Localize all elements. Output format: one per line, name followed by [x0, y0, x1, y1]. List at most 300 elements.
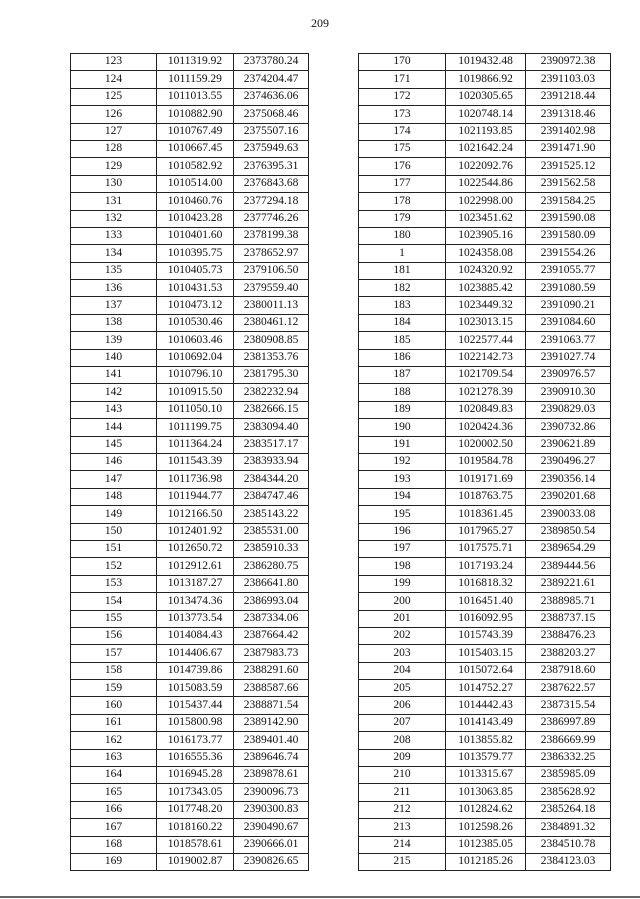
x-coordinate-cell: 1016945.28: [157, 767, 234, 784]
x-coordinate-cell: 1015800.98: [157, 714, 234, 731]
x-coordinate-cell: 1014084.43: [157, 627, 234, 644]
table-row: [71, 123, 309, 140]
y-coordinate-cell: 2385143.22: [234, 506, 309, 523]
y-coordinate-cell: 2391080.59: [526, 280, 611, 297]
y-coordinate-cell: 2391525.12: [526, 158, 611, 175]
x-coordinate-cell: 1020748.14: [446, 106, 526, 123]
table-row: [359, 123, 611, 140]
point-number-cell: 191: [359, 436, 446, 453]
coordinates-table-right: [358, 53, 611, 871]
y-coordinate-cell: 2375507.16: [234, 123, 309, 140]
point-number-cell: 181: [359, 262, 446, 279]
point-number-cell: 207: [359, 714, 446, 731]
point-number-cell: 190: [359, 419, 446, 436]
x-coordinate-cell: 1010405.73: [157, 262, 234, 279]
y-coordinate-cell: 2383517.17: [234, 436, 309, 453]
y-coordinate-cell: 2375068.46: [234, 106, 309, 123]
y-coordinate-cell: 2380011.13: [234, 297, 309, 314]
x-coordinate-cell: 1012166.50: [157, 506, 234, 523]
x-coordinate-cell: 1014406.67: [157, 645, 234, 662]
point-number-cell: 149: [71, 506, 157, 523]
table-row: [359, 140, 611, 157]
y-coordinate-cell: 2391218.44: [526, 88, 611, 105]
x-coordinate-cell: 1016555.36: [157, 749, 234, 766]
x-coordinate-cell: 1010460.76: [157, 193, 234, 210]
point-number-cell: 185: [359, 332, 446, 349]
point-number-cell: 140: [71, 349, 157, 366]
table-row: [71, 158, 309, 175]
y-coordinate-cell: 2386280.75: [234, 558, 309, 575]
y-coordinate-cell: 2382232.94: [234, 384, 309, 401]
x-coordinate-cell: 1024358.08: [446, 245, 526, 262]
point-number-cell: 160: [71, 697, 157, 714]
x-coordinate-cell: 1014739.86: [157, 662, 234, 679]
point-number-cell: 152: [71, 558, 157, 575]
y-coordinate-cell: 2391090.21: [526, 297, 611, 314]
y-coordinate-cell: 2385264.18: [526, 801, 611, 818]
table-row: [359, 714, 611, 731]
point-number-cell: 139: [71, 332, 157, 349]
point-number-cell: 158: [71, 662, 157, 679]
table-body: [71, 54, 309, 871]
table-row: [71, 175, 309, 192]
y-coordinate-cell: 2375949.63: [234, 140, 309, 157]
x-coordinate-cell: 1011944.77: [157, 488, 234, 505]
x-coordinate-cell: 1012185.26: [446, 853, 526, 870]
point-number-cell: 145: [71, 436, 157, 453]
table-row: [359, 697, 611, 714]
point-number-cell: 131: [71, 193, 157, 210]
table-row: [359, 662, 611, 679]
table-row: [71, 853, 309, 870]
x-coordinate-cell: 1017748.20: [157, 801, 234, 818]
x-coordinate-cell: 1015743.39: [446, 627, 526, 644]
table-row: [359, 71, 611, 88]
point-number-cell: 123: [71, 54, 157, 71]
table-row: [359, 175, 611, 192]
y-coordinate-cell: 2381795.30: [234, 367, 309, 384]
y-coordinate-cell: 2386641.80: [234, 575, 309, 592]
point-number-cell: 127: [71, 123, 157, 140]
point-number-cell: 189: [359, 401, 446, 418]
table-row: [359, 627, 611, 644]
point-number-cell: 130: [71, 175, 157, 192]
y-coordinate-cell: 2388291.60: [234, 662, 309, 679]
point-number-cell: 154: [71, 593, 157, 610]
x-coordinate-cell: 1013855.82: [446, 732, 526, 749]
table-row: [71, 767, 309, 784]
table-row: [359, 749, 611, 766]
y-coordinate-cell: 2389646.74: [234, 749, 309, 766]
y-coordinate-cell: 2387918.60: [526, 662, 611, 679]
table-row: [359, 540, 611, 557]
point-number-cell: 186: [359, 349, 446, 366]
table-row: [359, 106, 611, 123]
table-row: [71, 610, 309, 627]
table-row: [359, 471, 611, 488]
point-number-cell: 138: [71, 314, 157, 331]
point-number-cell: 187: [359, 367, 446, 384]
table-row: [359, 558, 611, 575]
point-number-cell: 151: [71, 540, 157, 557]
y-coordinate-cell: 2389850.54: [526, 523, 611, 540]
y-coordinate-cell: 2374204.47: [234, 71, 309, 88]
x-coordinate-cell: 1020305.65: [446, 88, 526, 105]
table-row: [71, 419, 309, 436]
y-coordinate-cell: 2385531.00: [234, 523, 309, 540]
point-number-cell: 209: [359, 749, 446, 766]
point-number-cell: 136: [71, 280, 157, 297]
table-row: [359, 419, 611, 436]
y-coordinate-cell: 2387664.42: [234, 627, 309, 644]
y-coordinate-cell: 2389401.40: [234, 732, 309, 749]
point-number-cell: 215: [359, 853, 446, 870]
table-row: [359, 210, 611, 227]
y-coordinate-cell: 2390033.08: [526, 506, 611, 523]
y-coordinate-cell: 2390829.03: [526, 401, 611, 418]
y-coordinate-cell: 2389444.56: [526, 558, 611, 575]
y-coordinate-cell: 2388203.27: [526, 645, 611, 662]
point-number-cell: 198: [359, 558, 446, 575]
table-row: [71, 280, 309, 297]
x-coordinate-cell: 1010395.75: [157, 245, 234, 262]
table-row: [359, 801, 611, 818]
point-number-cell: 172: [359, 88, 446, 105]
table-row: [71, 297, 309, 314]
table-row: [71, 558, 309, 575]
y-coordinate-cell: 2380461.12: [234, 314, 309, 331]
point-number-cell: 147: [71, 471, 157, 488]
x-coordinate-cell: 1014442.43: [446, 697, 526, 714]
table-row: [71, 367, 309, 384]
x-coordinate-cell: 1020002.50: [446, 436, 526, 453]
point-number-cell: 205: [359, 680, 446, 697]
table-row: [71, 332, 309, 349]
x-coordinate-cell: 1010514.00: [157, 175, 234, 192]
y-coordinate-cell: 2382666.15: [234, 401, 309, 418]
table-row: [71, 506, 309, 523]
point-number-cell: 195: [359, 506, 446, 523]
point-number-cell: 150: [71, 523, 157, 540]
point-number-cell: 179: [359, 210, 446, 227]
x-coordinate-cell: 1019432.48: [446, 54, 526, 71]
x-coordinate-cell: 1010915.50: [157, 384, 234, 401]
x-coordinate-cell: 1011543.39: [157, 453, 234, 470]
x-coordinate-cell: 1023013.15: [446, 314, 526, 331]
table-row: [71, 436, 309, 453]
table-row: [71, 801, 309, 818]
point-number-cell: 1: [359, 245, 446, 262]
x-coordinate-cell: 1012385.05: [446, 836, 526, 853]
y-coordinate-cell: 2384344.20: [234, 471, 309, 488]
y-coordinate-cell: 2391590.08: [526, 210, 611, 227]
x-coordinate-cell: 1013579.77: [446, 749, 526, 766]
point-number-cell: 141: [71, 367, 157, 384]
x-coordinate-cell: 1022544.86: [446, 175, 526, 192]
table-row: [71, 680, 309, 697]
point-number-cell: 159: [71, 680, 157, 697]
table-row: [71, 314, 309, 331]
table-row: [359, 575, 611, 592]
point-number-cell: 163: [71, 749, 157, 766]
table-row: [71, 627, 309, 644]
point-number-cell: 134: [71, 245, 157, 262]
x-coordinate-cell: 1024320.92: [446, 262, 526, 279]
point-number-cell: 169: [71, 853, 157, 870]
table-row: [71, 245, 309, 262]
table-row: [71, 819, 309, 836]
x-coordinate-cell: 1023449.32: [446, 297, 526, 314]
table-row: [71, 836, 309, 853]
y-coordinate-cell: 2388476.23: [526, 627, 611, 644]
x-coordinate-cell: 1010603.46: [157, 332, 234, 349]
table-row: [71, 227, 309, 244]
y-coordinate-cell: 2390096.73: [234, 784, 309, 801]
point-number-cell: 135: [71, 262, 157, 279]
x-coordinate-cell: 1013474.36: [157, 593, 234, 610]
y-coordinate-cell: 2384747.46: [234, 488, 309, 505]
point-number-cell: 174: [359, 123, 446, 140]
table-row: [359, 523, 611, 540]
table-row: [359, 836, 611, 853]
point-number-cell: 201: [359, 610, 446, 627]
x-coordinate-cell: 1012401.92: [157, 523, 234, 540]
table-row: [359, 314, 611, 331]
x-coordinate-cell: 1010692.04: [157, 349, 234, 366]
table-row: [359, 610, 611, 627]
x-coordinate-cell: 1012598.26: [446, 819, 526, 836]
table-row: [71, 453, 309, 470]
point-number-cell: 142: [71, 384, 157, 401]
point-number-cell: 203: [359, 645, 446, 662]
x-coordinate-cell: 1018160.22: [157, 819, 234, 836]
x-coordinate-cell: 1011319.92: [157, 54, 234, 71]
table-row: [71, 575, 309, 592]
x-coordinate-cell: 1021709.54: [446, 367, 526, 384]
y-coordinate-cell: 2376395.31: [234, 158, 309, 175]
point-number-cell: 162: [71, 732, 157, 749]
x-coordinate-cell: 1012824.62: [446, 801, 526, 818]
x-coordinate-cell: 1023905.16: [446, 227, 526, 244]
point-number-cell: 188: [359, 384, 446, 401]
point-number-cell: 128: [71, 140, 157, 157]
table-row: [71, 593, 309, 610]
point-number-cell: 126: [71, 106, 157, 123]
y-coordinate-cell: 2389142.90: [234, 714, 309, 731]
y-coordinate-cell: 2378199.38: [234, 227, 309, 244]
x-coordinate-cell: 1021278.39: [446, 384, 526, 401]
y-coordinate-cell: 2378652.97: [234, 245, 309, 262]
table-row: [71, 540, 309, 557]
x-coordinate-cell: 1015437.44: [157, 697, 234, 714]
point-number-cell: 125: [71, 88, 157, 105]
y-coordinate-cell: 2391584.25: [526, 193, 611, 210]
table-row: [359, 262, 611, 279]
point-number-cell: 137: [71, 297, 157, 314]
point-number-cell: 192: [359, 453, 446, 470]
y-coordinate-cell: 2391055.77: [526, 262, 611, 279]
y-coordinate-cell: 2390910.30: [526, 384, 611, 401]
x-coordinate-cell: 1011364.24: [157, 436, 234, 453]
table-row: [359, 227, 611, 244]
x-coordinate-cell: 1013187.27: [157, 575, 234, 592]
y-coordinate-cell: 2390972.38: [526, 54, 611, 71]
table-row: [71, 488, 309, 505]
point-number-cell: 173: [359, 106, 446, 123]
x-coordinate-cell: 1020424.36: [446, 419, 526, 436]
table-row: [71, 645, 309, 662]
point-number-cell: 166: [71, 801, 157, 818]
table-row: [359, 784, 611, 801]
y-coordinate-cell: 2389654.29: [526, 540, 611, 557]
point-number-cell: 184: [359, 314, 446, 331]
table-row: [71, 784, 309, 801]
x-coordinate-cell: 1020849.83: [446, 401, 526, 418]
point-number-cell: 193: [359, 471, 446, 488]
point-number-cell: 199: [359, 575, 446, 592]
table-row: [71, 193, 309, 210]
x-coordinate-cell: 1018763.75: [446, 488, 526, 505]
point-number-cell: 165: [71, 784, 157, 801]
table-row: [359, 54, 611, 71]
x-coordinate-cell: 1019584.78: [446, 453, 526, 470]
x-coordinate-cell: 1021193.85: [446, 123, 526, 140]
x-coordinate-cell: 1014752.27: [446, 680, 526, 697]
point-number-cell: 197: [359, 540, 446, 557]
y-coordinate-cell: 2385628.92: [526, 784, 611, 801]
point-number-cell: 129: [71, 158, 157, 175]
x-coordinate-cell: 1022142.73: [446, 349, 526, 366]
x-coordinate-cell: 1015072.64: [446, 662, 526, 679]
coordinates-table-left: [70, 53, 309, 871]
y-coordinate-cell: 2390490.67: [234, 819, 309, 836]
point-number-cell: 157: [71, 645, 157, 662]
x-coordinate-cell: 1019002.87: [157, 853, 234, 870]
table-row: [359, 680, 611, 697]
y-coordinate-cell: 2376843.68: [234, 175, 309, 192]
y-coordinate-cell: 2390496.27: [526, 453, 611, 470]
table-row: [359, 88, 611, 105]
point-number-cell: 132: [71, 210, 157, 227]
y-coordinate-cell: 2391027.74: [526, 349, 611, 366]
y-coordinate-cell: 2390826.65: [234, 853, 309, 870]
table-row: [71, 471, 309, 488]
x-coordinate-cell: 1016173.77: [157, 732, 234, 749]
y-coordinate-cell: 2391063.77: [526, 332, 611, 349]
x-coordinate-cell: 1011736.98: [157, 471, 234, 488]
point-number-cell: 146: [71, 453, 157, 470]
point-number-cell: 204: [359, 662, 446, 679]
y-coordinate-cell: 2388587.66: [234, 680, 309, 697]
point-number-cell: 202: [359, 627, 446, 644]
point-number-cell: 170: [359, 54, 446, 71]
table-row: [71, 732, 309, 749]
x-coordinate-cell: 1011050.10: [157, 401, 234, 418]
x-coordinate-cell: 1018578.61: [157, 836, 234, 853]
y-coordinate-cell: 2379106.50: [234, 262, 309, 279]
y-coordinate-cell: 2383094.40: [234, 419, 309, 436]
y-coordinate-cell: 2385910.33: [234, 540, 309, 557]
y-coordinate-cell: 2384510.78: [526, 836, 611, 853]
table-row: [359, 384, 611, 401]
point-number-cell: 168: [71, 836, 157, 853]
table-row: [359, 506, 611, 523]
y-coordinate-cell: 2390732.86: [526, 419, 611, 436]
table-row: [359, 645, 611, 662]
y-coordinate-cell: 2391318.46: [526, 106, 611, 123]
y-coordinate-cell: 2385985.09: [526, 767, 611, 784]
y-coordinate-cell: 2381353.76: [234, 349, 309, 366]
point-number-cell: 213: [359, 819, 446, 836]
table-row: [71, 210, 309, 227]
x-coordinate-cell: 1011199.75: [157, 419, 234, 436]
point-number-cell: 214: [359, 836, 446, 853]
y-coordinate-cell: 2388985.71: [526, 593, 611, 610]
table-row: [71, 106, 309, 123]
point-number-cell: 155: [71, 610, 157, 627]
table-row: [359, 453, 611, 470]
y-coordinate-cell: 2390621.89: [526, 436, 611, 453]
table-row: [359, 245, 611, 262]
table-row: [359, 332, 611, 349]
point-number-cell: 212: [359, 801, 446, 818]
y-coordinate-cell: 2373780.24: [234, 54, 309, 71]
x-coordinate-cell: 1010530.46: [157, 314, 234, 331]
table-row: [71, 523, 309, 540]
x-coordinate-cell: 1010882.90: [157, 106, 234, 123]
x-coordinate-cell: 1010767.49: [157, 123, 234, 140]
y-coordinate-cell: 2388737.15: [526, 610, 611, 627]
point-number-cell: 211: [359, 784, 446, 801]
table-row: [71, 349, 309, 366]
x-coordinate-cell: 1019866.92: [446, 71, 526, 88]
x-coordinate-cell: 1022577.44: [446, 332, 526, 349]
x-coordinate-cell: 1022092.76: [446, 158, 526, 175]
y-coordinate-cell: 2391580.09: [526, 227, 611, 244]
y-coordinate-cell: 2391103.03: [526, 71, 611, 88]
y-coordinate-cell: 2384891.32: [526, 819, 611, 836]
table-row: [359, 853, 611, 870]
point-number-cell: 161: [71, 714, 157, 731]
x-coordinate-cell: 1013063.85: [446, 784, 526, 801]
table-row: [359, 280, 611, 297]
point-number-cell: 133: [71, 227, 157, 244]
x-coordinate-cell: 1023451.62: [446, 210, 526, 227]
point-number-cell: 180: [359, 227, 446, 244]
page-number: 209: [311, 16, 329, 30]
table-row: [359, 732, 611, 749]
y-coordinate-cell: 2389878.61: [234, 767, 309, 784]
point-number-cell: 148: [71, 488, 157, 505]
x-coordinate-cell: 1015083.59: [157, 680, 234, 697]
y-coordinate-cell: 2391084.60: [526, 314, 611, 331]
table-row: [359, 193, 611, 210]
x-coordinate-cell: 1010423.28: [157, 210, 234, 227]
point-number-cell: 182: [359, 280, 446, 297]
y-coordinate-cell: 2387315.54: [526, 697, 611, 714]
x-coordinate-cell: 1017965.27: [446, 523, 526, 540]
page-bottom-border: [0, 896, 640, 898]
table-row: [359, 819, 611, 836]
x-coordinate-cell: 1010401.60: [157, 227, 234, 244]
y-coordinate-cell: 2377294.18: [234, 193, 309, 210]
point-number-cell: 208: [359, 732, 446, 749]
point-number-cell: 175: [359, 140, 446, 157]
y-coordinate-cell: 2386997.89: [526, 714, 611, 731]
table-row: [359, 367, 611, 384]
y-coordinate-cell: 2390666.01: [234, 836, 309, 853]
y-coordinate-cell: 2391402.98: [526, 123, 611, 140]
